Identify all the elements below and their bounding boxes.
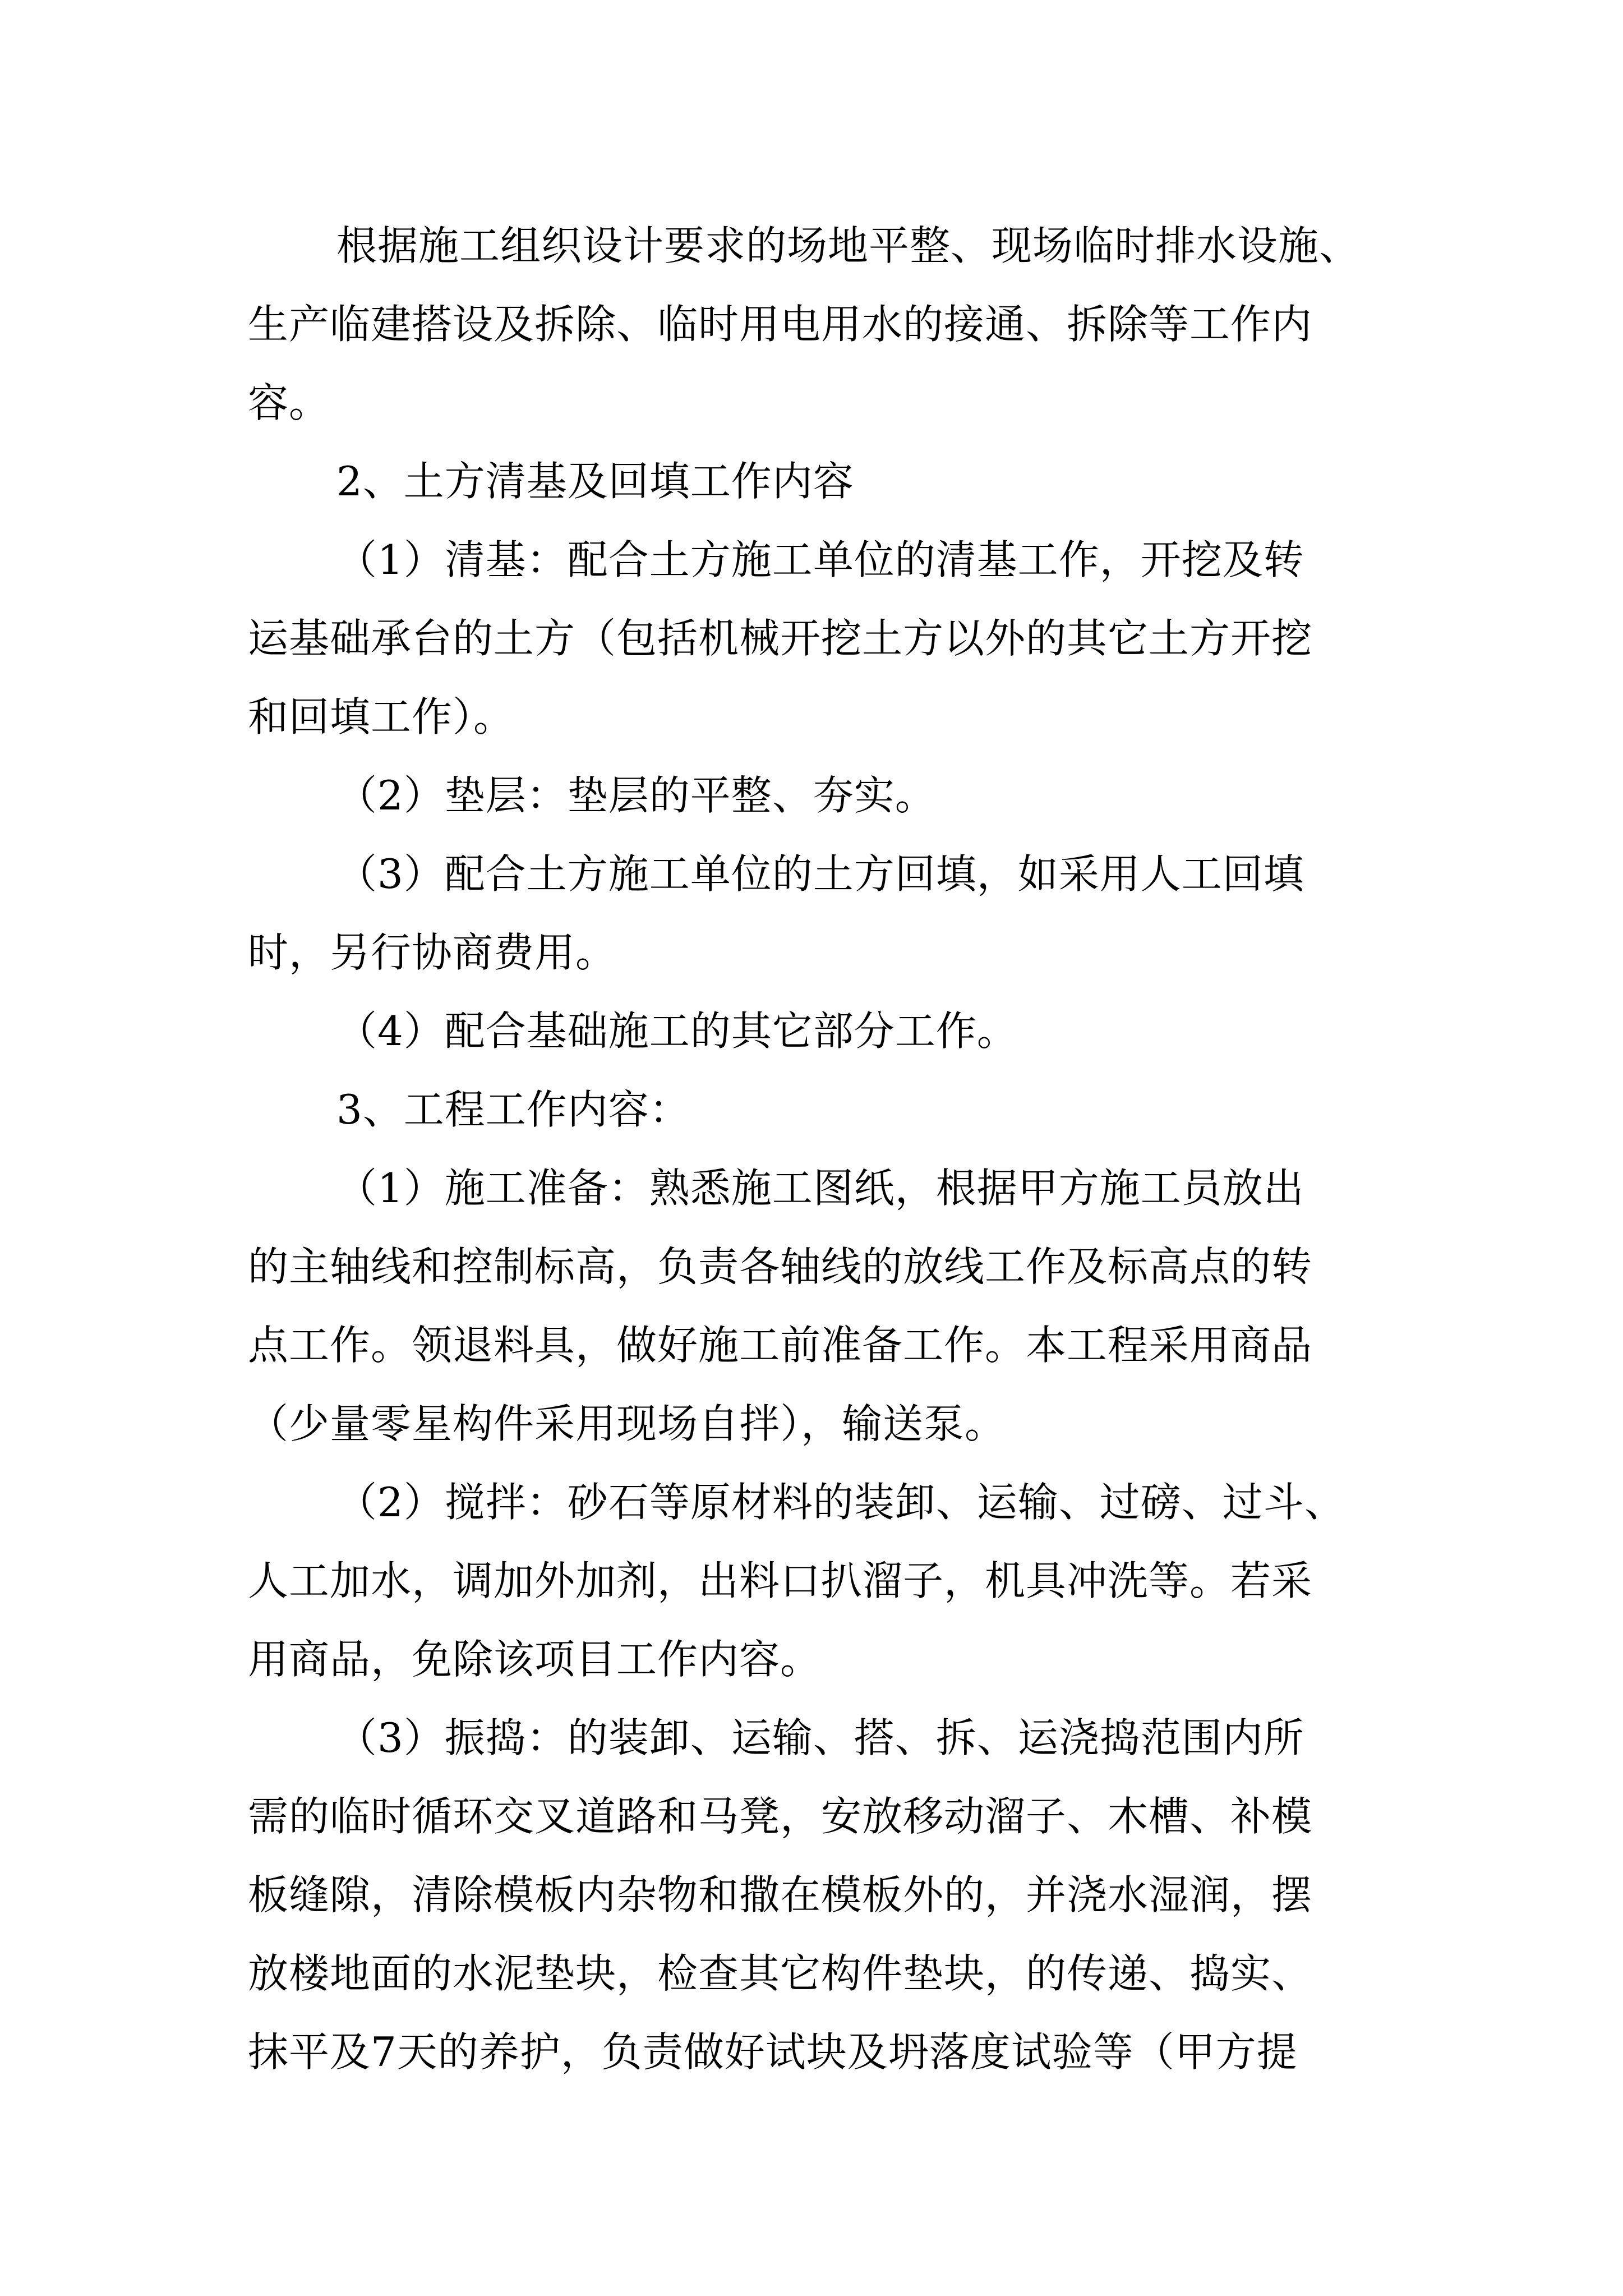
text-line: 时，另行协商费用。 (248, 929, 617, 976)
text-line: （1）清基：配合土方施工单位的清基工作，开挖及转 (336, 536, 1304, 583)
text-line: 人工加水，调加外加剂，出料口扒溜子，机具冲洗等。若采 (248, 1557, 1313, 1604)
text-line: （3）配合土方施工单位的土方回填，如采用人工回填 (336, 850, 1304, 898)
text-line: 根据施工组织设计要求的场地平整、现场临时排水设施、 (336, 222, 1361, 269)
text-line: 需的临时循环交叉道路和马凳，安放移动溜子、木槽、补模 (248, 1793, 1313, 1840)
text-line: 的主轴线和控制标高，负责各轴线的放线工作及标高点的转 (248, 1243, 1313, 1290)
text-line: （4）配合基础施工的其它部分工作。 (336, 1007, 1018, 1055)
text-line: 抹平及7天的养护，负责做好试块及坍落度试验等（甲方提 (248, 2028, 1298, 2076)
text-line: （2）垫层：垫层的平整、夯实。 (336, 772, 936, 819)
text-line: 容。 (248, 379, 330, 426)
section-heading: 3、工程工作内容： (336, 1086, 690, 1133)
text-line: 生产临建搭设及拆除、临时用电用水的接通、拆除等工作内 (248, 301, 1313, 348)
text-line: 和回填工作）。 (248, 693, 515, 740)
text-line: 点工作。领退料具，做好施工前准备工作。本工程采用商品 (248, 1322, 1313, 1369)
text-line: （1）施工准备：熟悉施工图纸，根据甲方施工员放出 (336, 1165, 1304, 1212)
text-line: （3）振捣：的装卸、运输、搭、拆、运浇捣范围内所 (336, 1714, 1304, 1761)
text-line: （少量零星构件采用现场自拌），输送泵。 (248, 1400, 1006, 1447)
text-line: （2）搅拌：砂石等原材料的装卸、运输、过磅、过斗、 (336, 1479, 1345, 1526)
text-line: 板缝隙，清除模板内杂物和撒在模板外的，并浇水湿润，摆 (248, 1871, 1313, 1918)
text-line: 运基础承台的土方（包括机械开挖土方以外的其它土方开挖 (248, 615, 1313, 662)
section-heading: 2、土方清基及回填工作内容 (336, 458, 854, 505)
text-line: 用商品，免除该项目工作内容。 (248, 1636, 822, 1683)
text-line: 放楼地面的水泥垫块，检查其它构件垫块，的传递、捣实、 (248, 1950, 1313, 1997)
